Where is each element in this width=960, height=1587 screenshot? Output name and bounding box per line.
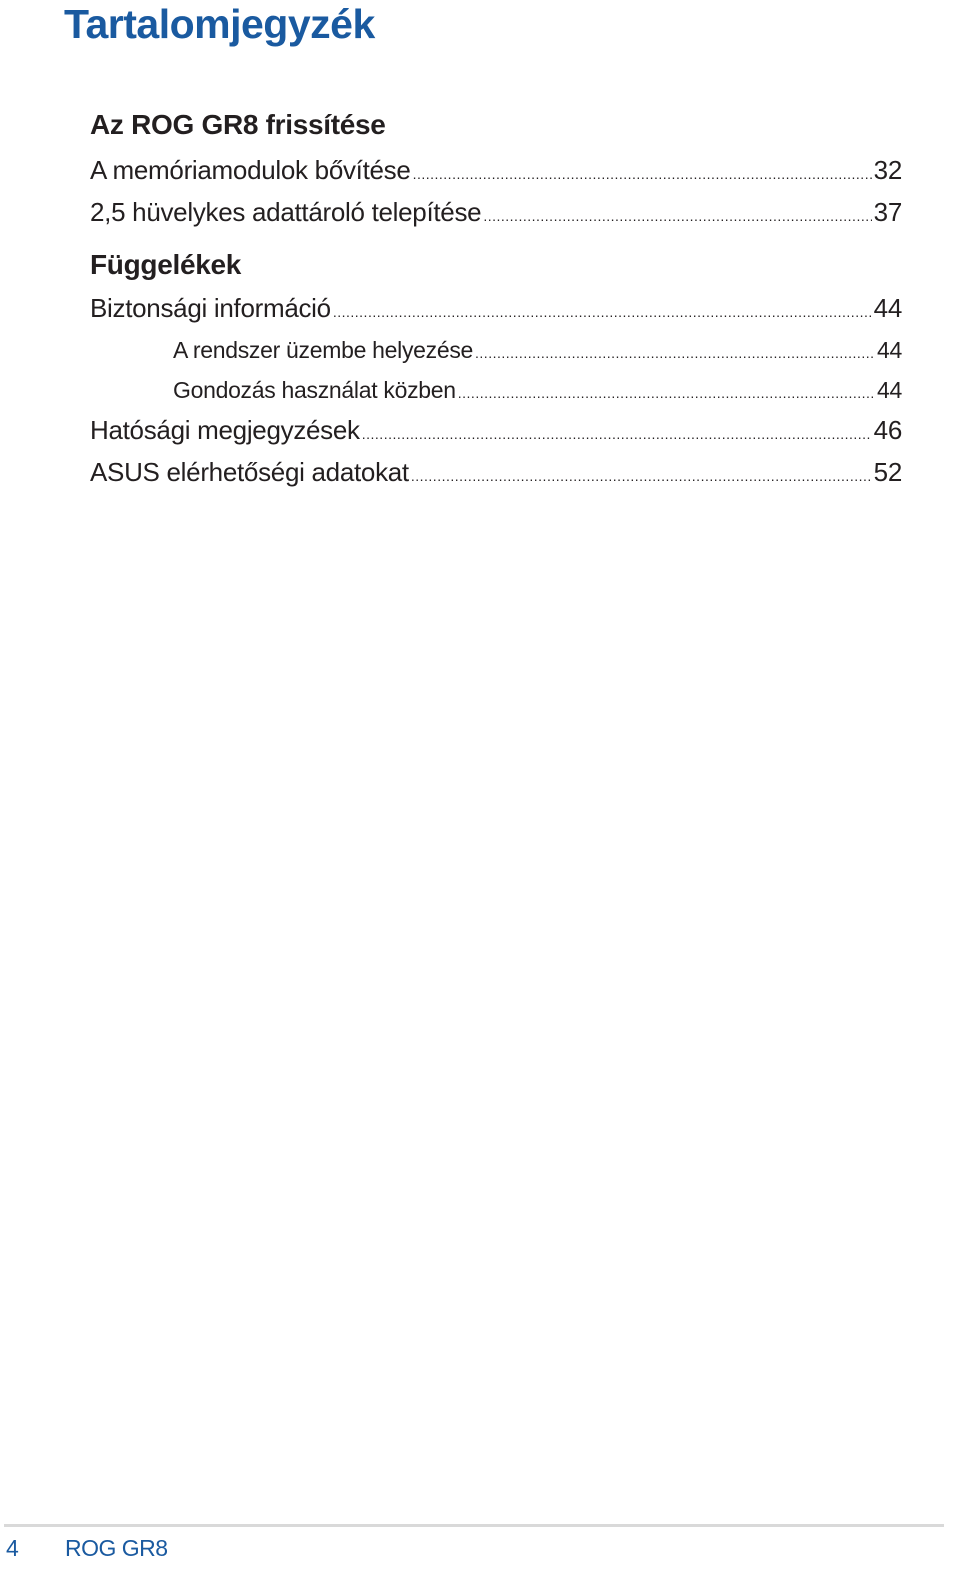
toc-entry-page: 46 [873, 415, 902, 445]
dot-leader [362, 414, 872, 454]
toc-entry-safety-info[interactable] [90, 288, 902, 330]
toc-entry-page: 37 [873, 197, 902, 227]
page-title: Tartalomjegyzék [64, 1, 375, 47]
footer-divider [4, 1524, 944, 1527]
toc-entry-label: Gondozás használat közben [173, 377, 456, 403]
toc-entry-regulatory-notices[interactable] [90, 410, 902, 452]
dot-leader [475, 333, 875, 373]
toc-entry-system-setup[interactable] [90, 330, 902, 370]
toc-entry-care-during-use[interactable] [90, 370, 902, 410]
footer-page-number: 4 [6, 1535, 19, 1561]
toc-entry-label: Biztonsági információ [90, 293, 331, 323]
toc-entry-page: 44 [877, 377, 902, 403]
section-heading-upgrade: Az ROG GR8 frissítése [90, 109, 386, 140]
dot-leader [333, 292, 872, 332]
toc-entry-label: ASUS elérhetőségi adatokat [90, 457, 409, 487]
dot-leader [411, 456, 872, 496]
footer-product-name: ROG GR8 [65, 1535, 168, 1561]
toc-entry-page: 32 [873, 155, 902, 185]
dot-leader [483, 196, 871, 236]
dot-leader [413, 154, 872, 194]
toc-entry-memory-modules[interactable] [90, 150, 902, 192]
toc-entry-storage-install[interactable] [90, 192, 902, 234]
toc-entry-label: A rendszer üzembe helyezése [173, 337, 474, 363]
toc-entry-label: 2,5 hüvelykes adattároló telepítése [90, 197, 482, 227]
toc-entry-page: 52 [873, 457, 902, 487]
toc-entry-label: A memóriamodulok bővítése [90, 155, 411, 185]
toc-entry-page: 44 [877, 337, 902, 363]
toc-entry-page: 44 [873, 293, 902, 323]
toc-entry-asus-contact[interactable] [90, 452, 902, 494]
section-heading-appendices: Függelékek [90, 249, 242, 280]
dot-leader [458, 373, 875, 413]
table-of-contents [90, 106, 902, 494]
toc-entry-label: Hatósági megjegyzések [90, 415, 360, 445]
